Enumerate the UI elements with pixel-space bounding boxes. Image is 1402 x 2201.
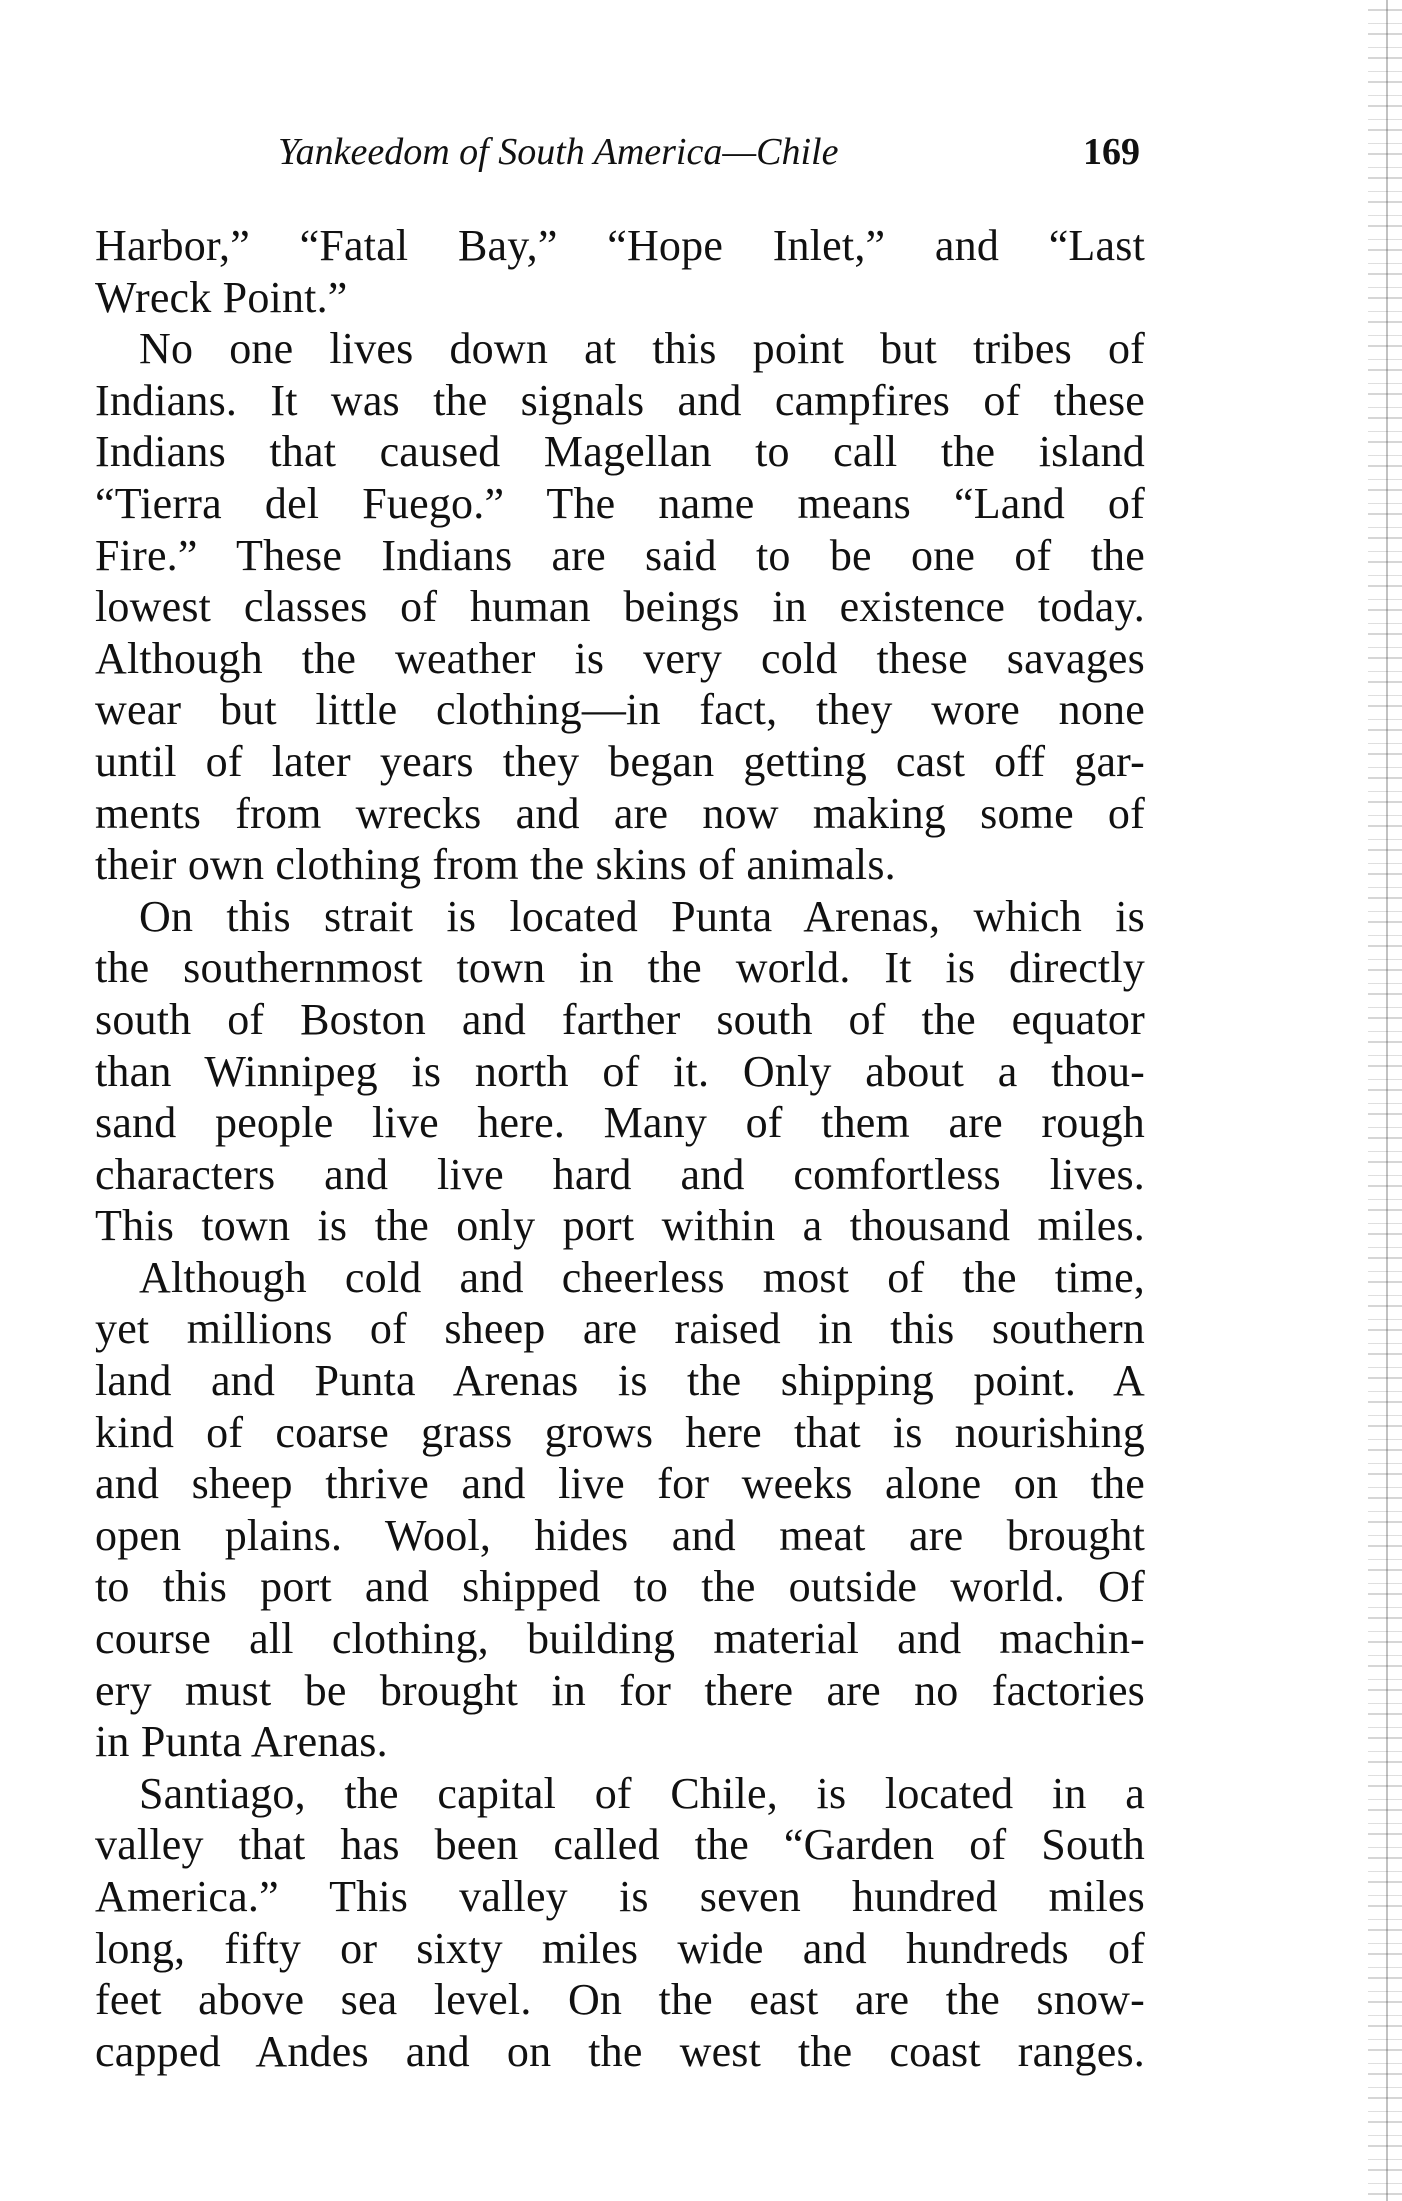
text-line: long, fifty or sixty miles wide and hundreds of [95,1923,1145,1973]
text-line: their own clothing from the skins of animals. [95,840,896,890]
text-line: Fire.” These Indians are said to be one of the [95,530,1145,580]
text-line: open plains. Wool, hides and meat are brought [95,1510,1145,1560]
paragraph-first-line: No one lives down at this point but tribes of [139,324,1145,374]
text-line: This town is the only port within a thousand miles. [95,1201,1145,1251]
text-line: “Tierra del Fuego.” The name means “Land of [95,478,1145,528]
text-line: the southernmost town in the world. It is directly [95,943,1145,993]
text-line: Wreck Point.” [95,272,348,322]
body-text [95,220,1145,2077]
text-line: characters and live hard and comfortless lives. [95,1149,1145,1199]
text-line: lowest classes of human beings in existence today. [95,582,1145,632]
text-line: in Punta Arenas. [95,1717,388,1767]
text-line: wear but little clothing—in fact, they wore none [95,685,1145,735]
text-line: south of Boston and farther south of the equator [95,994,1145,1044]
text-line: Harbor,” “Fatal Bay,” “Hope Inlet,” and “Last [95,221,1145,270]
text-line: kind of coarse grass grows here that is nourishing [95,1407,1145,1457]
paragraph-first-line: Santiago, the capital of Chile, is located in a [139,1768,1145,1818]
text-line: to this port and shipped to the outside world. Of [95,1562,1145,1612]
text-line: until of later years they began getting cast off gar- [95,736,1145,786]
text-line: Indians that caused Magellan to call the island [95,427,1145,477]
text-line: feet above sea level. On the east are the snow- [95,1975,1145,2025]
text-line: land and Punta Arenas is the shipping point. A [95,1356,1145,1406]
text-line: yet millions of sheep are raised in this southern [95,1304,1145,1354]
text-line: valley that has been called the “Garden of South [95,1820,1145,1870]
text-line: Indians. It was the signals and campfires of these [95,375,1145,425]
page-number: 169 [1083,131,1140,173]
text-line: capped Andes and on the west the coast ranges. [95,2026,1145,2076]
text-line: and sheep thrive and live for weeks alone on the [95,1459,1145,1509]
text-line: sand people live here. Many of them are rough [95,1098,1145,1148]
running-head [95,124,1150,180]
text-line: Although the weather is very cold these savages [95,633,1145,683]
text-line: than Winnipeg is north of it. Only about a thou- [95,1046,1145,1096]
scan-edge-line [1386,0,1388,2201]
paragraph-first-line: Although cold and cheerless most of the time, [139,1252,1145,1302]
paragraph-first-line: On this strait is located Punta Arenas, which is [139,891,1145,941]
text-line: ments from wrecks and are now making some of [95,788,1145,838]
text-line: ery must be brought in for there are no factories [95,1665,1145,1715]
running-title: Yankeedom of South America—Chile [278,131,839,173]
text-line: America.” This valley is seven hundred miles [95,1872,1145,1921]
text-line: course all clothing, building material and machin- [95,1614,1145,1664]
scan-edge-noise [1368,0,1402,2201]
